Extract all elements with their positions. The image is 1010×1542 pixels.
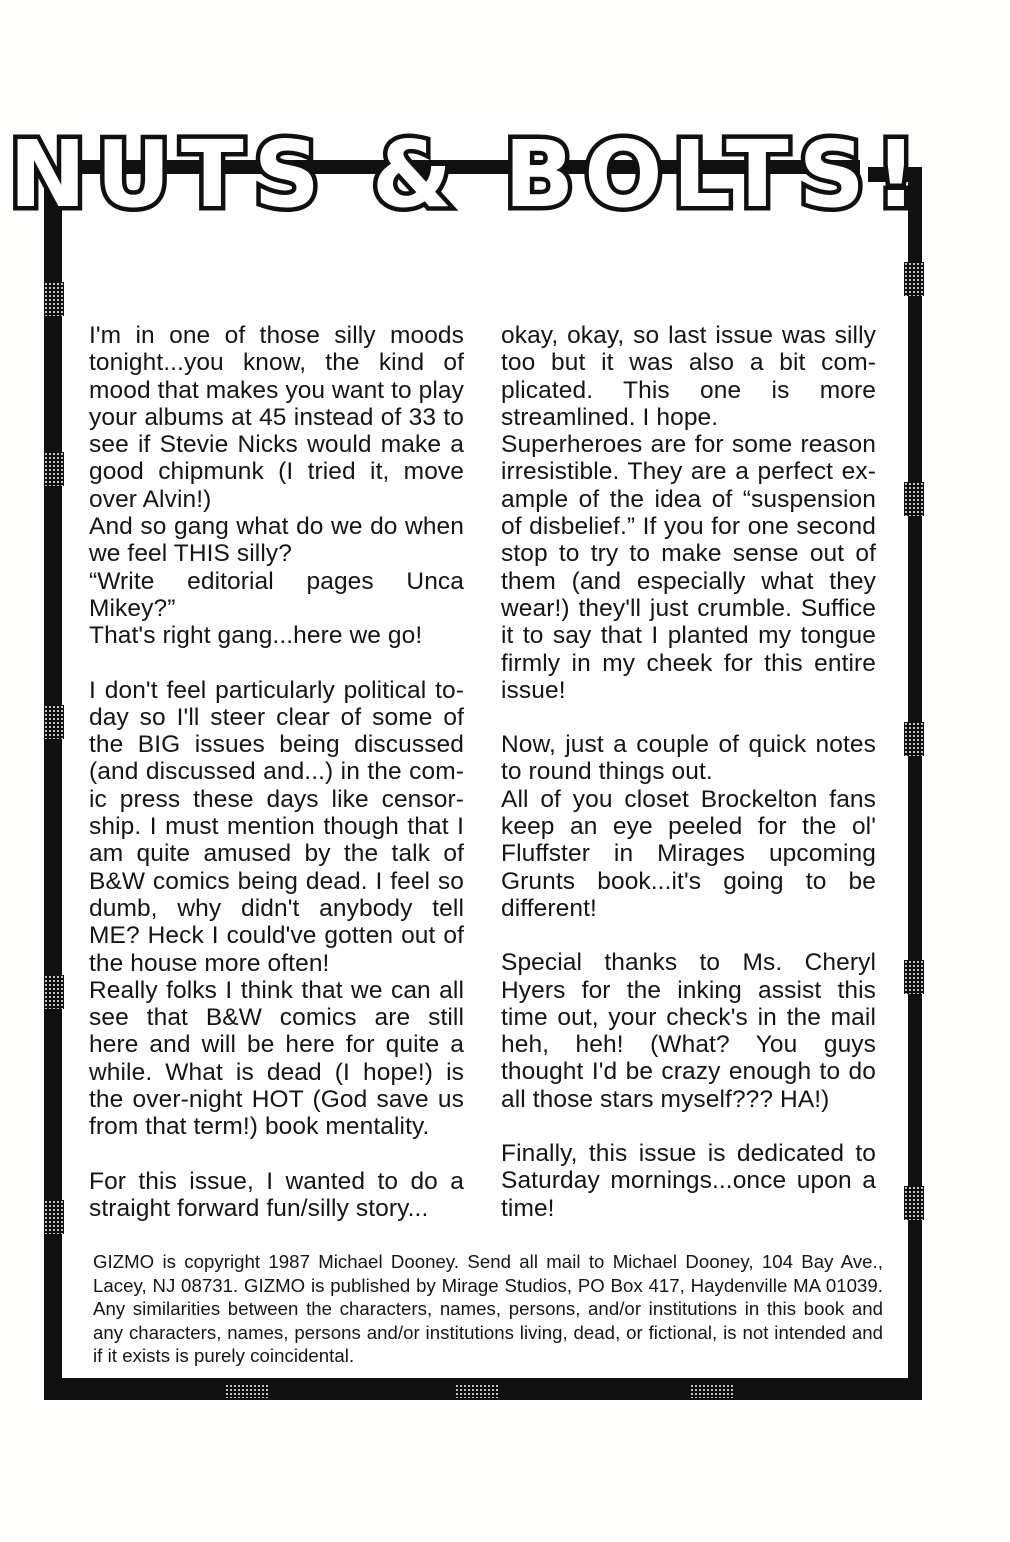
paragraph: I'm in one of those silly moods tonight...you know, the kind of mood that makes you want to play your albums at 45 instead of 33 to see if Stevie Nicks would make a good chipmunk (I tried it, move over Alvin!) (89, 322, 464, 513)
paragraph: okay, okay, so last issue was silly too but it was also a bit com-plicated. This one is more streamlined. I hope. (501, 322, 876, 431)
paragraph: All of you closet Brockelton fans keep an eye peeled for the ol' Fluffster in Mirages upcoming Grunts book...it's going to be different! (501, 785, 876, 922)
frame-wear (44, 1200, 64, 1234)
paragraph: For this issue, I wanted to do a straight forward fun/silly story... (89, 1167, 464, 1222)
frame-wear (44, 975, 64, 1009)
paragraph: Special thanks to Ms. Cheryl Hyers for the inking assist this time out, your check's in the mail heh, heh! (What? You guys thought I'd be crazy enough to do all those stars myself??? HA!) (501, 949, 876, 1113)
paragraph-gap (89, 1141, 464, 1168)
frame-wear (225, 1384, 269, 1398)
paragraph: Finally, this issue is dedicated to Saturday mornings...once upon a time! (501, 1140, 876, 1222)
frame-wear (455, 1384, 499, 1398)
frame-wear (44, 705, 64, 739)
page-title: NUTS & BOLTS! (9, 121, 927, 228)
paragraph-gap (501, 704, 876, 731)
frame-wear (690, 1384, 734, 1398)
left-column (89, 322, 464, 1222)
paragraph: And so gang what do we do when we feel THIS silly? (89, 513, 464, 568)
copyright-footer: GIZMO is copyright 1987 Michael Dooney. Send all mail to Michael Dooney, 104 Bay Ave., Lacey, NJ 08731. GIZMO is published by Mirage Studios, PO Box 417, Haydenville MA 01039. Any similarities between the characters, names, persons, and/or institutions in this book and any characters, names, persons and/or institutions living, dead, or fictional, is not intended and if it exists is purely coincidental. (93, 1251, 883, 1367)
frame-wear (904, 960, 924, 994)
frame-wear (904, 482, 924, 516)
paragraph-gap (501, 922, 876, 949)
paragraph: Really folks I think that we can all see that B&W comics are still here and will be here for quite a while. What is dead (I hope!) is the over-night HOT (God save us from that term!) book mentality. (89, 976, 464, 1141)
paragraph-gap (89, 650, 464, 677)
paragraph: Now, just a couple of quick notes to round things out. (501, 731, 876, 786)
paragraph-gap (501, 1113, 876, 1140)
title-logo (9, 121, 927, 228)
frame-wear (904, 262, 924, 296)
frame-wear (904, 722, 924, 756)
paragraph: That's right gang...here we go! (89, 622, 423, 650)
paragraph: Superheroes are for some reason irresistible. They are a perfect ex-ample of the idea of “suspension of disbelief.” If you for one second stop to try to make sense out of them (and especially what they wear!) they'll just crumble. Suffice it to say that I planted my tongue firmly in my cheek for this entire issue! (501, 431, 876, 704)
frame-wear (44, 282, 64, 316)
paragraph: I don't feel particularly political to-day so I'll steer clear of some of the BIG issues being discussed (and discussed and...) in the com-ic press these days like censor-ship. I must mention though that I am quite amused by the talk of B&W comics being dead. I feel so dumb, why didn't anybody tell ME? Heck I could've gotten out of the house more often! (89, 676, 464, 977)
right-column (501, 322, 876, 1222)
paragraph: “Write editorial pages Unca Mikey?” (89, 567, 464, 622)
frame-wear (44, 452, 64, 486)
frame-wear (904, 1186, 924, 1220)
